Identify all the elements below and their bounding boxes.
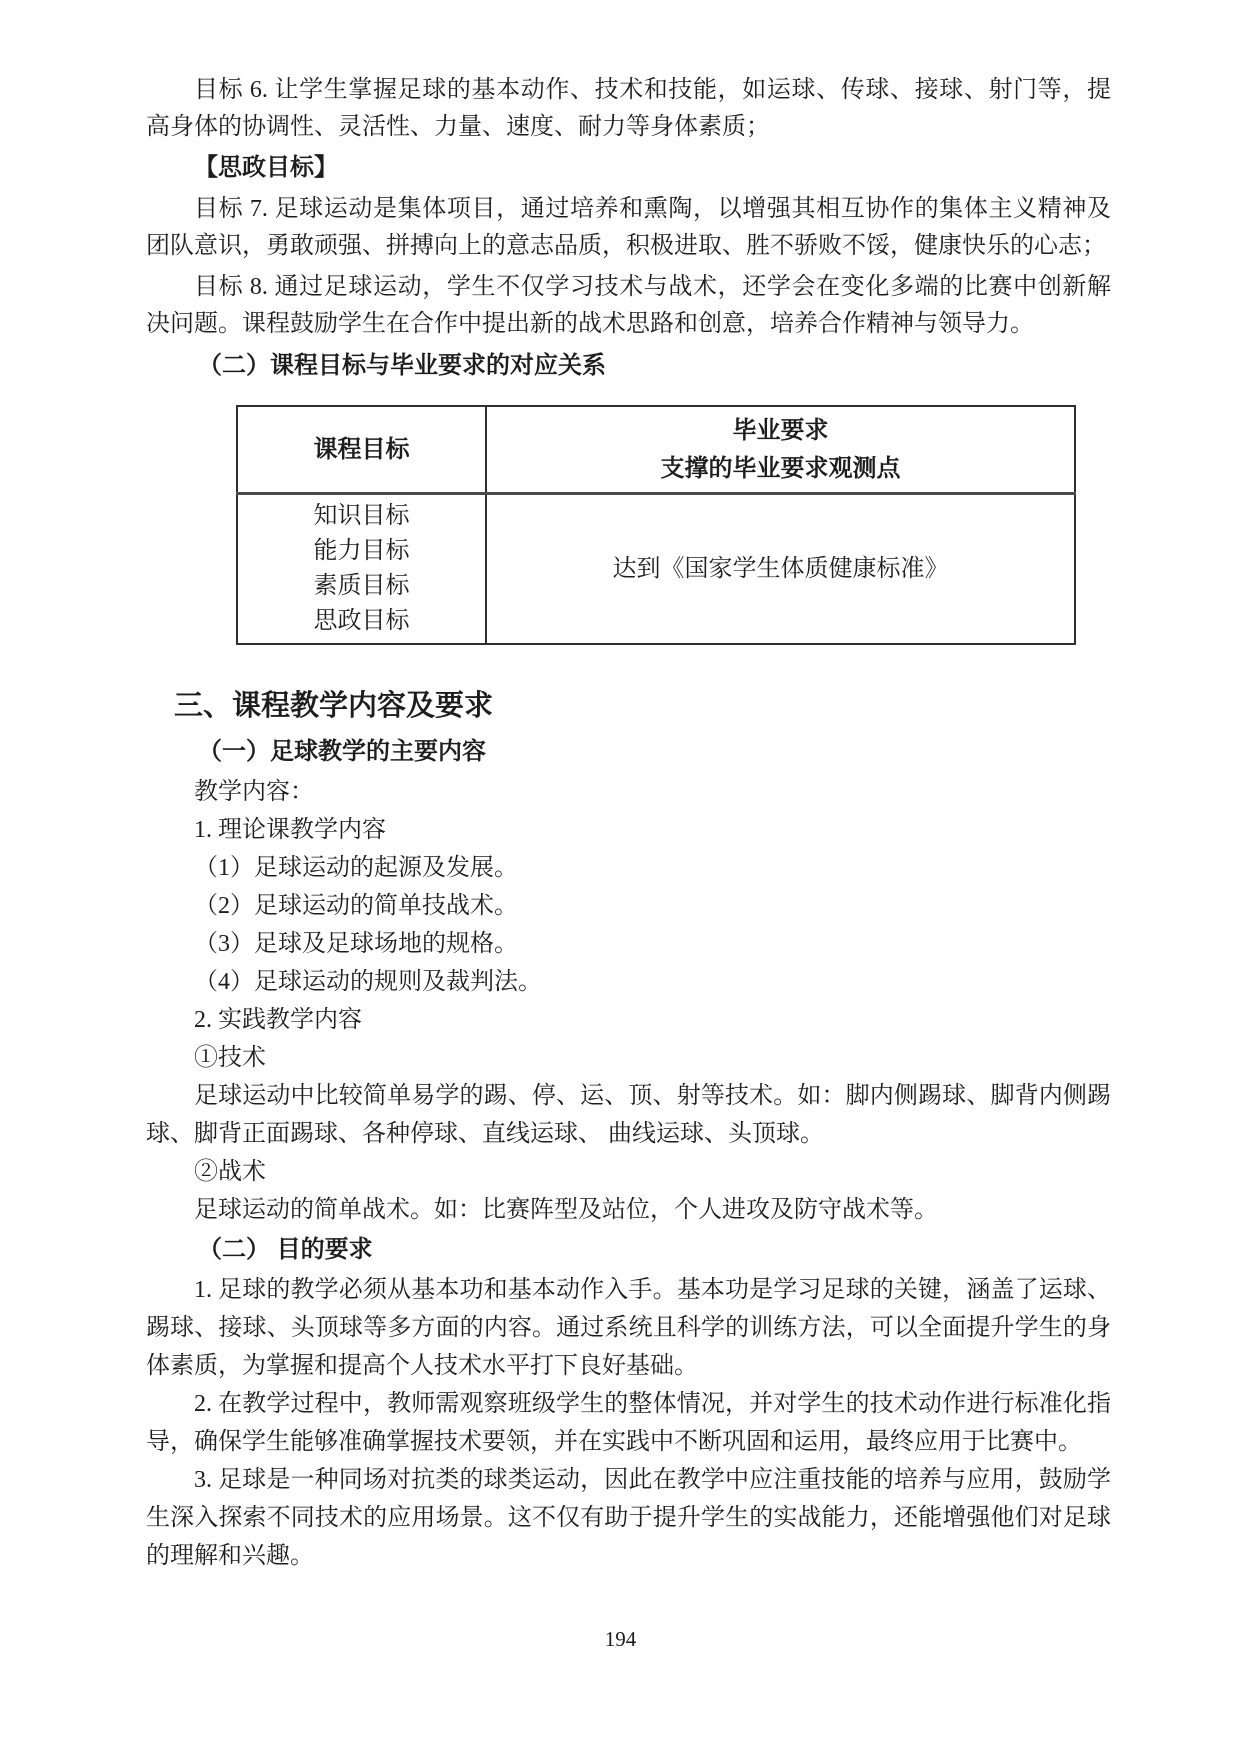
table-cell-graduation-req-value	[486, 494, 1075, 645]
heading-section-3-2: （二） 目的要求	[198, 1236, 373, 1263]
course-goal-item-ability: 能力目标	[313, 538, 410, 564]
heading-ideology-goals: 【思政目标】	[194, 155, 338, 181]
table-header-cell-course-goal	[237, 406, 486, 494]
line-teaching-content-label: 教学内容：	[194, 779, 314, 805]
course-goal-graduation-table	[236, 405, 1076, 645]
paragraph-technique: 足球运动中比较简单易学的踢、停、运、顶、射等技术。如：脚内侧踢球、脚背内侧踢球、脚背正面踢球、各种停球、直线运球、 曲线运球、头顶球。	[146, 1083, 1111, 1147]
line-theory-item-2: （2）足球运动的简单技战术。	[194, 893, 518, 919]
paragraph-goal-8: 目标 8. 通过足球运动，学生不仅学习技术与战术，还学会在变化多端的比赛中创新解决问题。课程鼓励学生在合作中提出新的战术思路和创意，培养合作精神与领导力。	[146, 274, 1111, 337]
paragraph-tactics: 足球运动的简单战术。如：比赛阵型及站位，个人进攻及防守战术等。	[194, 1197, 938, 1223]
line-technique-label: ①技术	[194, 1045, 266, 1071]
page-number: 194	[604, 1627, 637, 1651]
course-goal-item-knowledge: 知识目标	[313, 503, 410, 529]
heading-section-3: 三、课程教学内容及要求	[174, 690, 494, 722]
line-theory-item-4: （4）足球运动的规则及裁判法。	[194, 969, 542, 995]
paragraph-requirement-2: 2. 在教学过程中，教师需观察班级学生的整体情况，并对学生的技术动作进行标准化指导，确保学生能够准确掌握技术要领，并在实践中不断巩固和运用，最终应用于比赛中。	[146, 1391, 1111, 1455]
paragraph-requirement-3: 3. 足球是一种同场对抗类的球类运动，因此在教学中应注重技能的培养与应用，鼓励学生深入探索不同技术的应用场景。这不仅有助于提升学生的实战能力，还能增强他们对足球的理解和兴趣。	[146, 1467, 1111, 1569]
course-goal-item-quality: 素质目标	[313, 573, 410, 599]
line-theory-item-3: （3）足球及足球场地的规格。	[194, 931, 518, 957]
graduation-req-value-text: 达到《国家学生体质健康标准》	[612, 555, 949, 582]
table-header-graduation-req-line2: 支撑的毕业要求观测点	[660, 454, 901, 482]
line-tactics-label: ②战术	[194, 1159, 266, 1185]
table-header-course-goal-label: 课程目标	[313, 435, 410, 463]
heading-section-3-1: （一）足球教学的主要内容	[198, 738, 486, 765]
line-practice-heading: 2. 实践教学内容	[194, 1007, 362, 1033]
table-header-row	[237, 406, 1075, 494]
table-header-graduation-req-line1: 毕业要求	[732, 416, 829, 444]
table-body-row	[237, 494, 1075, 645]
paragraph-goal-6: 目标 6. 让学生掌握足球的基本动作、技术和技能，如运球、传球、接球、射门等，提高身体的协调性、灵活性、力量、速度、耐力等身体素质；	[146, 77, 1111, 140]
heading-section-2-2: （二）课程目标与毕业要求的对应关系	[198, 352, 606, 379]
table-header-cell-graduation-req	[486, 406, 1075, 494]
paragraph-requirement-1: 1. 足球的教学必须从基本功和基本动作入手。基本功是学习足球的关键，涵盖了运球、踢球、接球、头顶球等多方面的内容。通过系统且科学的训练方法，可以全面提升学生的身体素质，为掌握和提高个人技术水平打下良好基础。	[146, 1277, 1111, 1379]
line-theory-heading: 1. 理论课教学内容	[194, 817, 386, 843]
course-goal-item-ideology: 思政目标	[313, 608, 410, 634]
line-theory-item-1: （1）足球运动的起源及发展。	[194, 855, 518, 881]
table-cell-course-goal-list	[237, 494, 486, 645]
paragraph-goal-7: 目标 7. 足球运动是集体项目，通过培养和熏陶，以增强其相互协作的集体主义精神及团队意识，勇敢顽强、拼搏向上的意志品质，积极进取、胜不骄败不馁，健康快乐的心志；	[146, 196, 1111, 259]
